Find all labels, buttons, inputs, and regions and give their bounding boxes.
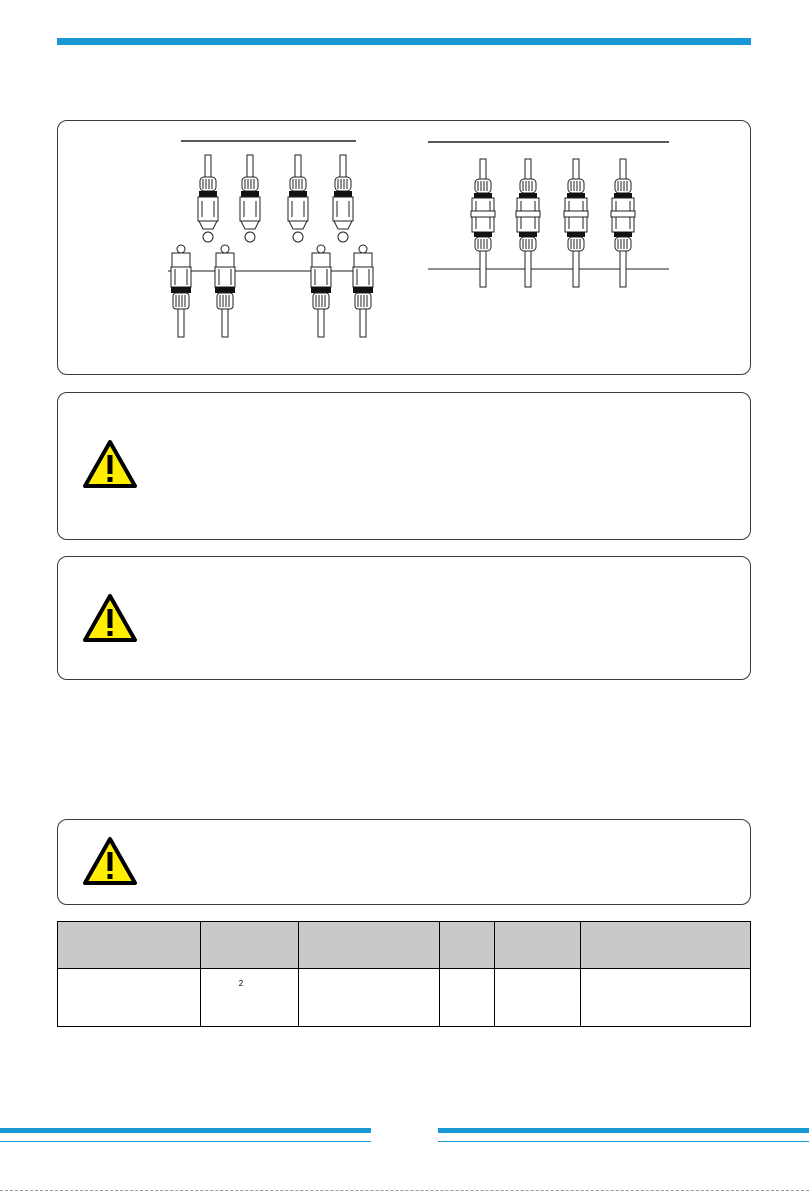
table-cell [581,969,751,1027]
connector-unmated-1 [198,155,218,242]
connector-unmated-5 [171,245,191,337]
cable-spec-table [57,921,751,1027]
table-row [58,969,751,1027]
connector-mated-4 [611,159,635,287]
connector-unmated-6 [215,245,235,337]
connector-unmated-4 [333,155,353,242]
connector-diagram-panel [57,120,751,375]
warning-box-2 [57,556,751,680]
footer-thin-right [438,1141,809,1142]
table-header-cell [581,922,751,969]
connector-mated-2 [516,159,540,287]
table-cell [200,969,298,1027]
warning-triangle-icon [82,593,138,643]
table-cell [298,969,440,1027]
table-header-cell [58,922,201,969]
footer-thin-left [0,1141,371,1142]
connector-unmated-8 [353,245,373,337]
header-rule [57,38,751,45]
table-cell [440,969,495,1027]
table-cell [58,969,201,1027]
table-cell [495,969,581,1027]
warning-triangle-icon [82,439,138,489]
warning-box-3 [57,819,751,905]
connector-mated-3 [564,159,588,287]
footer-rule-left [0,1128,371,1133]
warning-triangle-icon [82,836,138,886]
table-header-cell [495,922,581,969]
connector-mated-1 [471,159,495,287]
table-header-cell [440,922,495,969]
warning-box-1 [57,392,751,540]
superscript-two: 2 [238,979,244,988]
table-header-row [58,922,751,969]
connector-unmated-3 [288,155,308,242]
footer-rule-right [438,1128,809,1133]
table-header-cell [200,922,298,969]
connector-unmated-2 [240,155,260,242]
page-edge-dashed [0,1190,809,1191]
table-header-cell [298,922,440,969]
connector-unmated-7 [311,245,331,337]
connector-diagram [58,121,752,376]
